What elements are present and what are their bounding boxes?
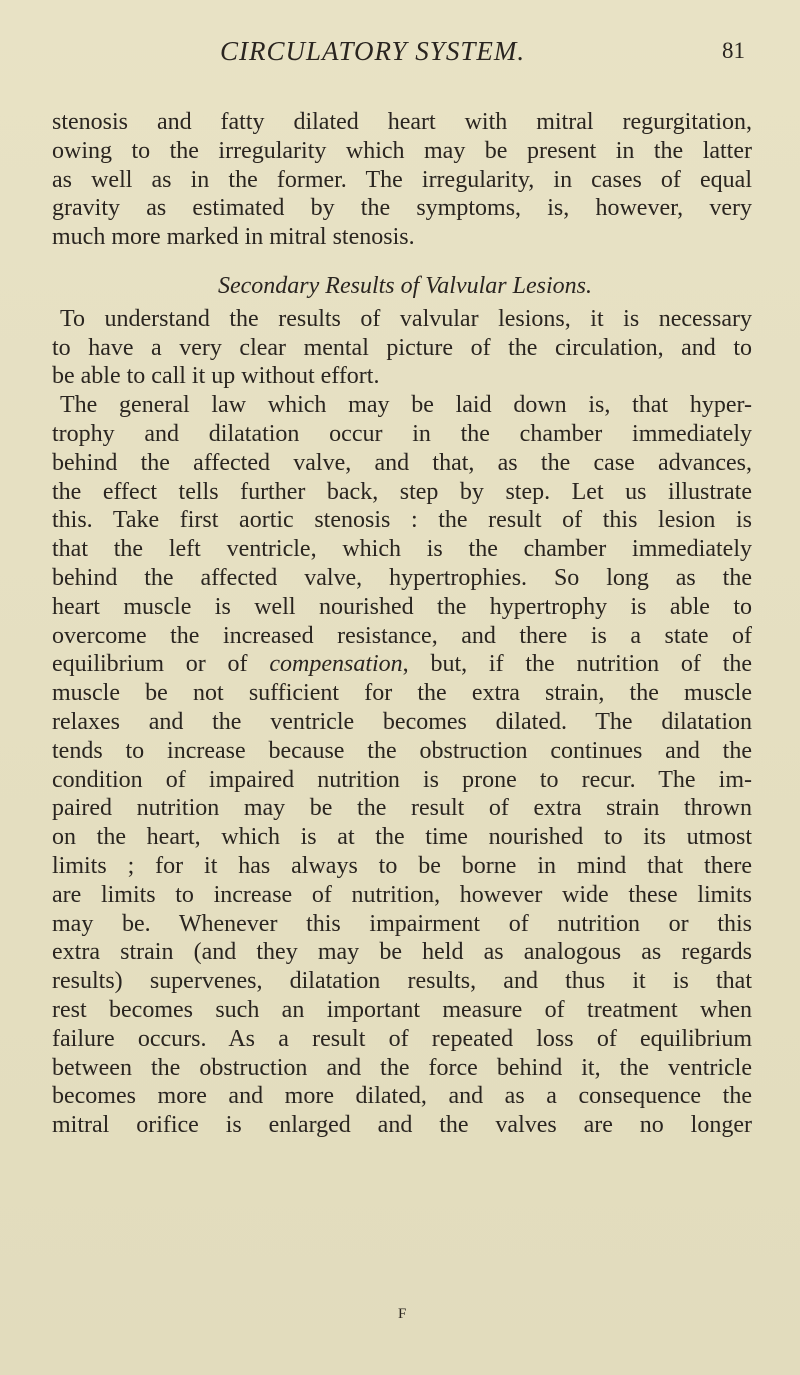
text-line: failure occurs. As a result of repeated loss of equilibrium <box>52 1025 752 1052</box>
text-line: the effect tells further back, step by step. Let us illustrate <box>52 478 752 505</box>
text-line: behind the affected valve, hypertrophies. So long as the <box>52 564 752 591</box>
text-line: limits ; for it has always to be borne in mind that there <box>52 852 752 879</box>
text-line: as well as in the former. The irregularity, in cases of equal <box>52 166 752 193</box>
text-line: are limits to increase of nutrition, however wide these limits <box>52 881 752 908</box>
text-run: equilibrium or of <box>52 651 270 678</box>
text-line: mitral orifice is enlarged and the valves are no longer <box>52 1112 752 1139</box>
text-line: that the left ventricle, which is the chamber immediately <box>52 536 752 563</box>
text-line: trophy and dilatation occur in the chamber immediately <box>52 420 752 447</box>
text-line: behind the affected valve, and that, as the case advances, <box>52 449 752 476</box>
text-line <box>52 650 752 679</box>
text-line: condition of impaired nutrition is prone to recur. The im- <box>52 766 752 793</box>
text-line: tends to increase because the obstruction continues and the <box>52 737 752 764</box>
page-number: 81 <box>722 38 745 63</box>
running-head <box>0 36 800 76</box>
text-line: rest becomes such an important measure of treatment when <box>52 996 752 1023</box>
text-line: overcome the increased resistance, and there is a state of <box>52 622 752 649</box>
italic-term: compensation <box>269 651 403 678</box>
signature-mark: F <box>398 1306 407 1322</box>
text-line: stenosis and fatty dilated heart with mitral regurgitation, <box>52 109 752 135</box>
text-run: , but, if the nutrition of the <box>402 651 753 678</box>
text-line: this. Take first aortic stenosis : the result of this lesion is <box>52 507 752 534</box>
text-line: To understand the results of valvular lesions, it is necessary <box>60 305 752 332</box>
text-line: becomes more and more dilated, and as a consequence the <box>52 1083 752 1110</box>
text-line: may be. Whenever this impairment of nutrition or this <box>52 910 752 937</box>
text-line: much more marked in mitral stenosis. <box>52 224 415 251</box>
body-text <box>52 108 752 1140</box>
text-line: owing to the irregularity which may be present in the latter <box>52 137 752 164</box>
text-line: The general law which may be laid down is, that hyper- <box>60 392 752 419</box>
running-title: CIRCULATORY SYSTEM. <box>220 36 526 66</box>
text-line: relaxes and the ventricle becomes dilated. The dilatation <box>52 708 752 735</box>
text-line: paired nutrition may be the result of extra strain thrown <box>52 795 752 822</box>
text-line: gravity as estimated by the symptoms, is, however, very <box>52 195 752 222</box>
text-line: heart muscle is well nourished the hypertrophy is able to <box>52 593 752 620</box>
text-line: to have a very clear mental picture of the circulation, and to <box>52 334 752 361</box>
text-line: be able to call it up without effort. <box>52 363 380 390</box>
text-line: muscle be not sufficient for the extra strain, the muscle <box>52 680 752 707</box>
text-line: on the heart, which is at the time nourished to its utmost <box>52 824 752 851</box>
section-heading: Secondary Results of Valvular Lesions. <box>218 272 592 299</box>
text-line: between the obstruction and the force behind it, the ventricle <box>52 1054 752 1081</box>
text-line: extra strain (and they may be held as analogous as regards <box>52 939 752 966</box>
text-line: results) supervenes, dilatation results, and thus it is that <box>52 968 752 995</box>
